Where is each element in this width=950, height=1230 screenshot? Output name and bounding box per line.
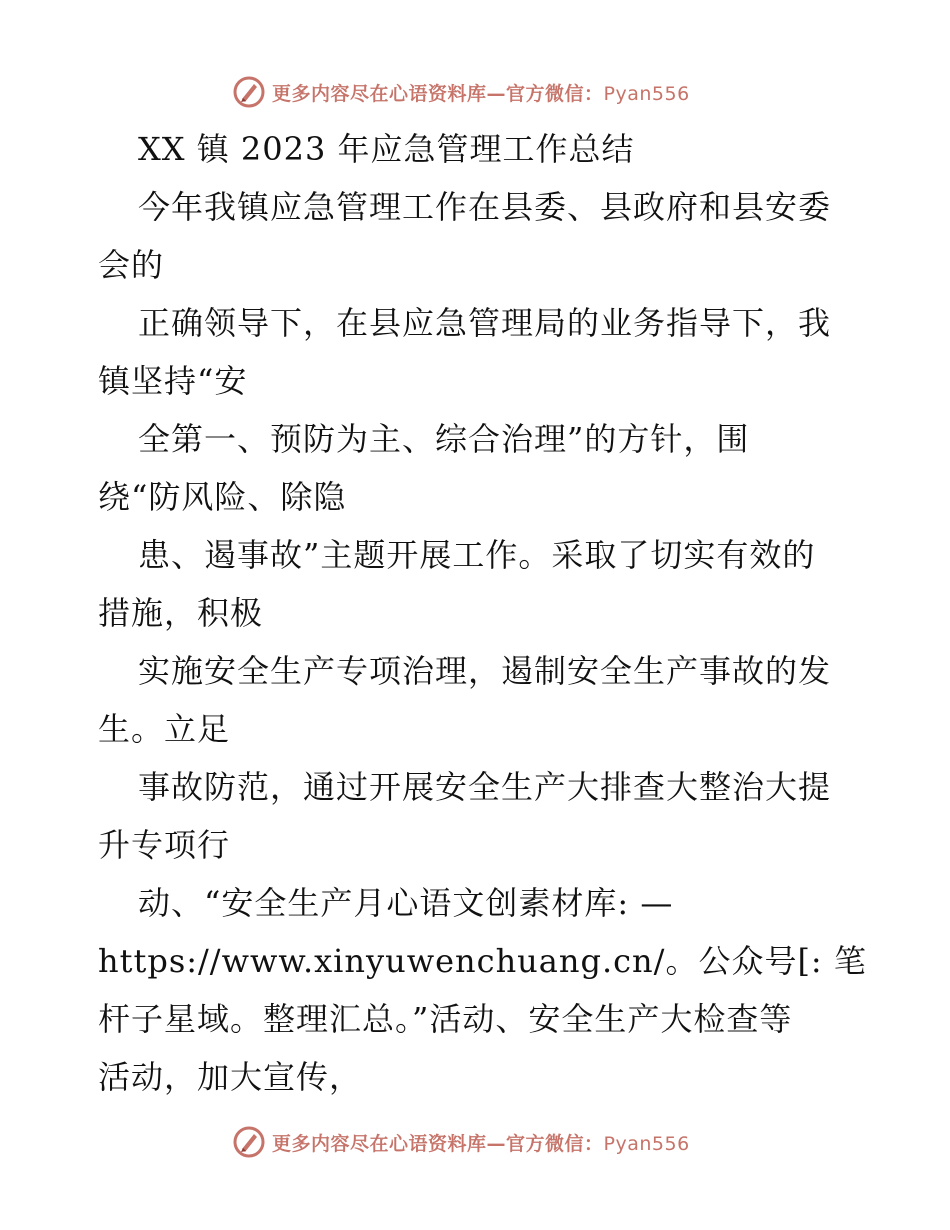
text-line: 今年我镇应急管理工作在县委、县政府和县安委 (138, 188, 832, 226)
text-line: 绕“防风险、除隐 (98, 478, 347, 516)
text-line: 会的 (98, 246, 165, 284)
pen-seal-icon (232, 75, 266, 109)
text-line: 杆子星域。整理汇总。”活动、安全生产大检查等 (98, 1000, 793, 1038)
text-line: XX 镇 2023 年应急管理工作总结 (138, 130, 635, 168)
text-line: 患、遏事故”主题开展工作。采取了切实有效的 (138, 536, 816, 574)
text-line: 生。立足 (98, 710, 231, 748)
text-line: https://www.xinyuwenchuang.cn/。公众号[: 笔 (98, 942, 867, 980)
text-line: 实施安全生产专项治理，遏制安全生产事故的发 (138, 652, 832, 690)
watermark-text: 更多内容尽在心语资料库—官方微信：Pyan556 (272, 1132, 690, 1155)
pen-seal-icon (232, 1125, 266, 1159)
header-watermark (232, 72, 690, 112)
document-body (98, 120, 867, 1106)
text-line: 正确领导下，在县应急管理局的业务指导下，我 (138, 304, 832, 342)
footer-watermark (232, 1122, 690, 1162)
text-line: 活动，加大宣传， (98, 1058, 363, 1096)
text-line: 升专项行 (98, 826, 231, 864)
text-line: 动、“安全生产月心语文创素材库: — (138, 884, 674, 922)
watermark-text: 更多内容尽在心语资料库—官方微信：Pyan556 (272, 82, 690, 105)
text-line: 措施，积极 (98, 594, 264, 632)
text-line: 全第一、预防为主、综合治理”的方针，围 (138, 420, 750, 458)
text-line: 镇坚持“安 (98, 362, 248, 400)
text-line: 事故防范，通过开展安全生产大排查大整治大提 (138, 768, 832, 806)
